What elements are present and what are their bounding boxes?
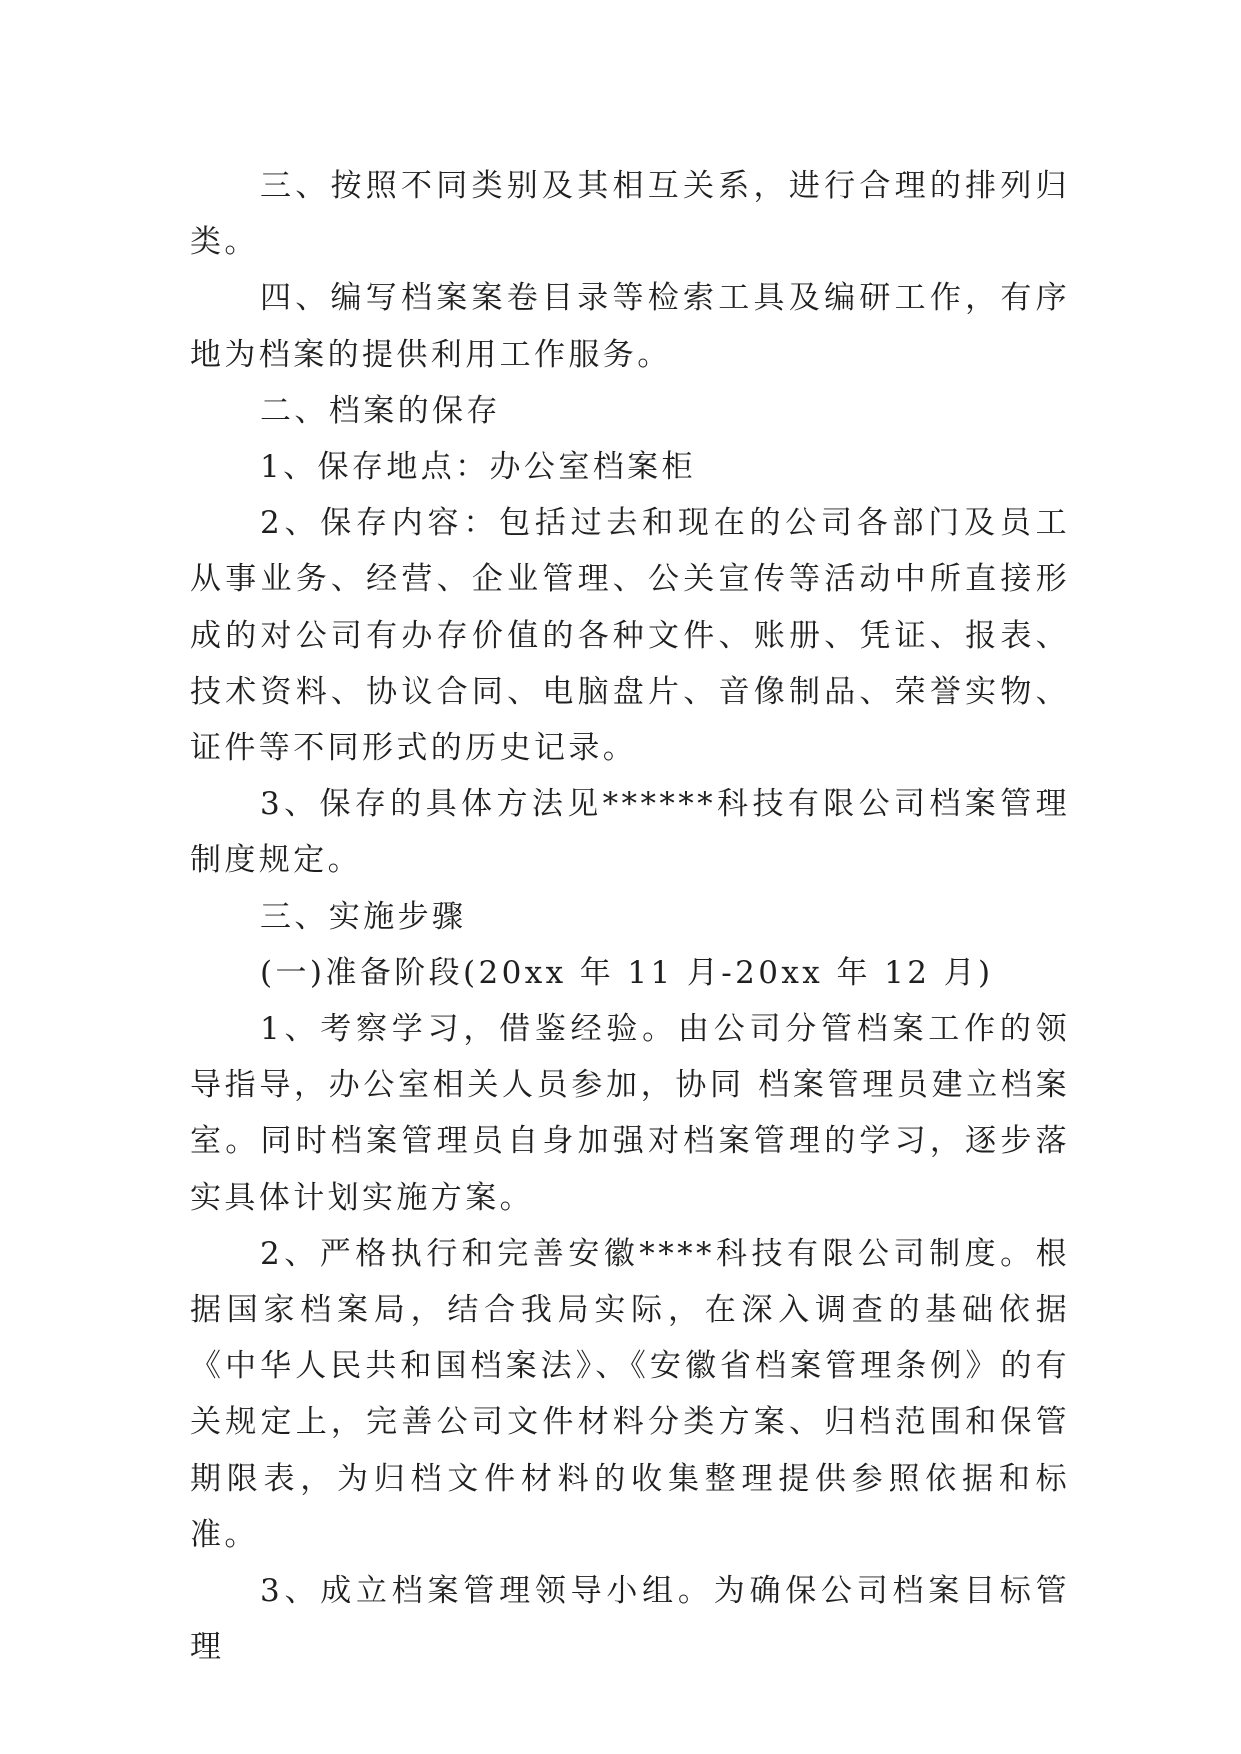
paragraph-storage-content: 2、保存内容：包括过去和现在的公司各部门及员工从事业务、经营、企业管理、公关宣传等活动中所直接形成的对公司有办存价值的各种文件、账册、凭证、报表、技术资料、协议合同、电脑盘片、音像制品、荣誉实物、证件等不同形式的历史记录。: [190, 505, 1070, 767]
section-heading-storage: 二、档案的保存: [260, 392, 501, 429]
section-heading-steps: 三、实施步骤: [260, 898, 467, 935]
paragraph-regulations: 2、严格执行和完善安徽****科技有限公司制度。根据国家档案局，结合我局实际，在深入调查的基础依据《中华人民共和国档案法》、《安徽省档案管理条例》的有关规定上，完善公司文件材料分类方案、归档范围和保管期限表，为归档文件材料的收集整理提供参照依据和标准。: [190, 1235, 1070, 1553]
paragraph-storage-location: 1、保存地点：办公室档案柜: [260, 449, 696, 486]
document-body: [190, 158, 1070, 1675]
subheading-preparation-stage: (一)准备阶段(20xx 年 11 月-20xx 年 12 月): [260, 954, 994, 991]
paragraph-study: 1、考察学习，借鉴经验。由公司分管档案工作的领导指导，办公室相关人员参加，协同 档案管理员建立档案室。同时档案管理员自身加强对档案管理的学习，逐步落实具体计划实施方案。: [190, 1011, 1070, 1216]
paragraph-storage-method: 3、保存的具体方法见******科技有限公司档案管理制度规定。: [190, 786, 1070, 879]
paragraph-catalog: 四、编写档案案卷目录等检索工具及编研工作，有序地为档案的提供利用工作服务。: [190, 280, 1070, 373]
paragraph-classify: 三、按照不同类别及其相互关系，进行合理的排列归类。: [190, 168, 1070, 261]
paragraph-leadership-group: 3、成立档案管理领导小组。为确保公司档案目标管理: [190, 1573, 1070, 1666]
